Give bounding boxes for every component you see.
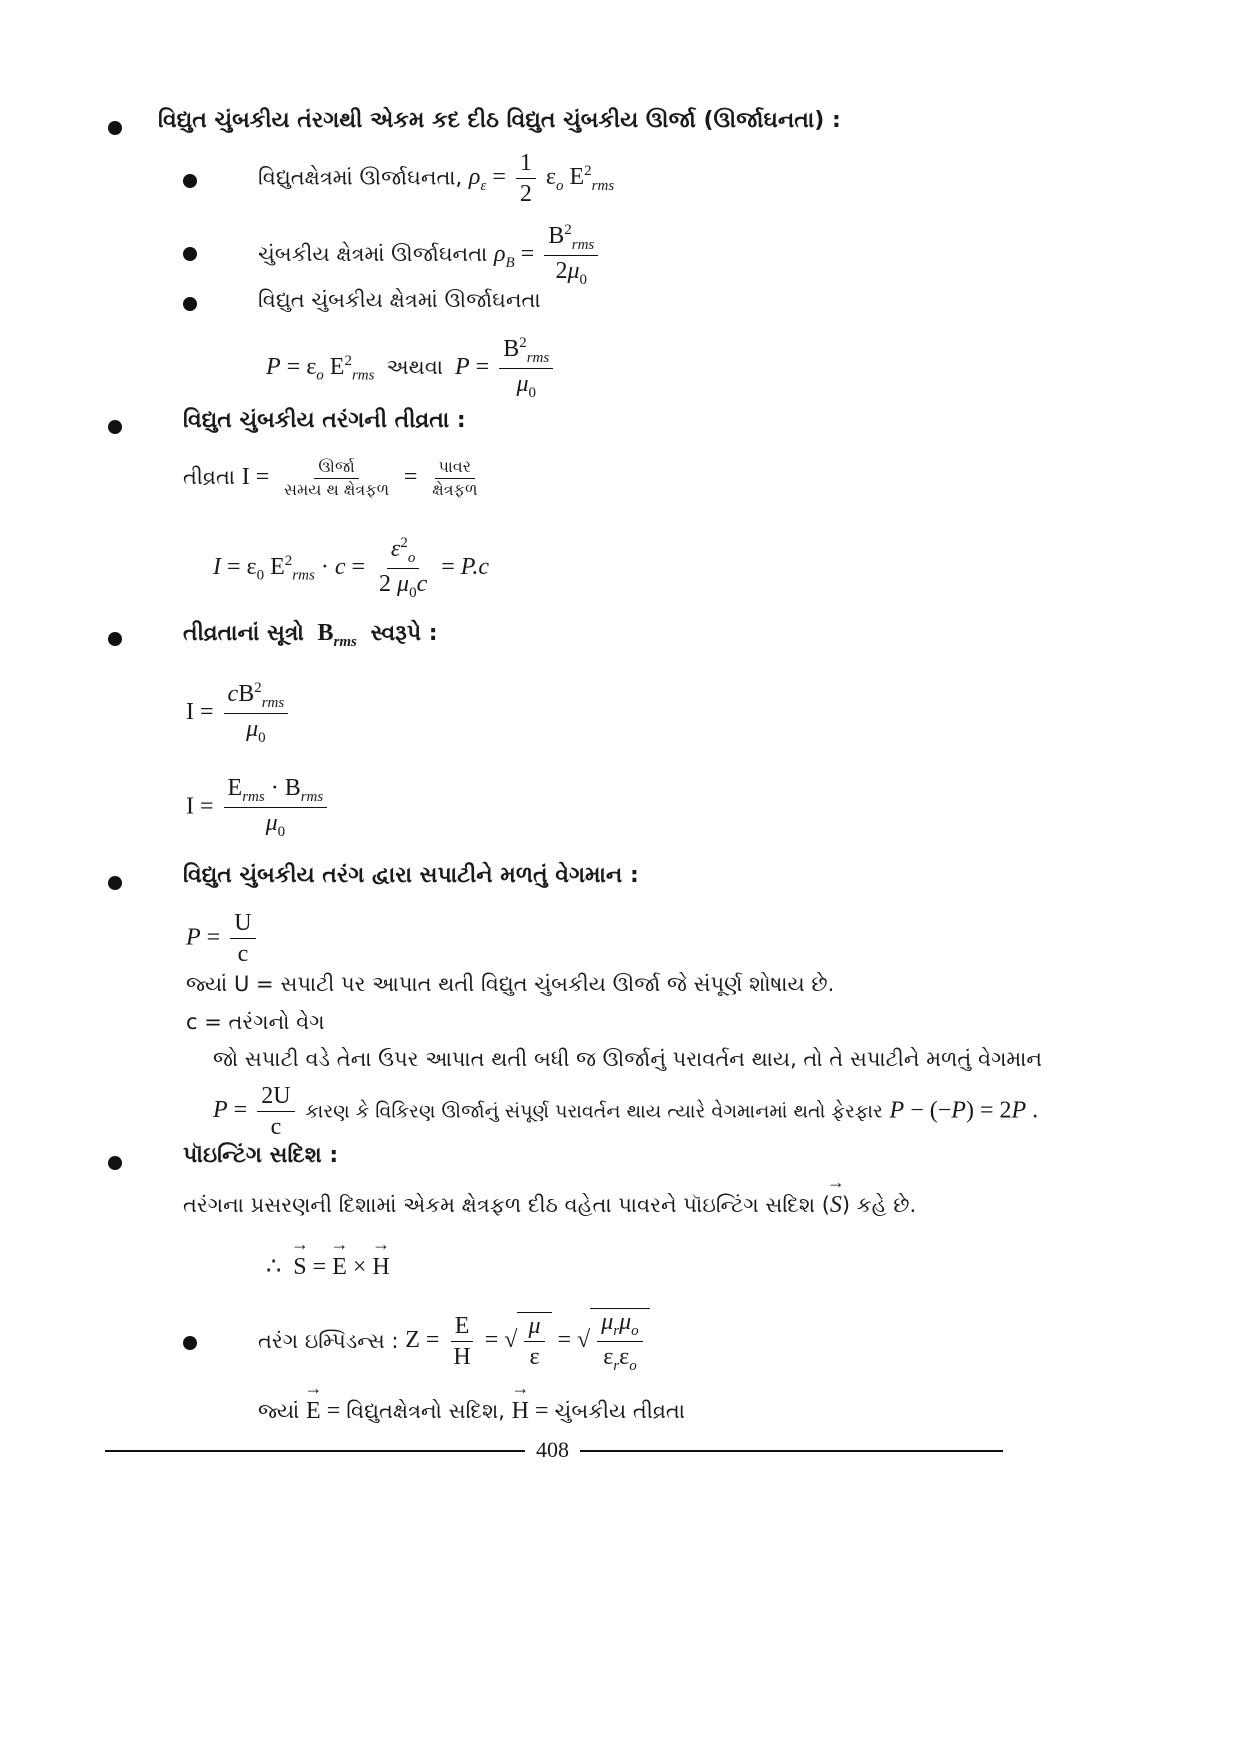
reflection-text: જો સપાટી વડે તેના ઉપર આપાત થતી બધી જ ઊર્જાનું પરાવર્તન થાય, તો તે સપાટીને મળતું વેગમાન	[213, 1047, 1043, 1071]
formula-change: P − (−P) = 2P .	[889, 1097, 1039, 1124]
formula-em-energy: $P = \varepsilon_o$ $E^2_{rms}$ અથવા P = $\frac{B^2_{rms}}{\mu_0}$	[266, 335, 557, 402]
bullet	[183, 247, 197, 261]
bullet	[108, 876, 122, 890]
area-word: ક્ષેત્રફળ	[432, 479, 478, 499]
bullet	[108, 1156, 122, 1170]
magnetic-energy-density-row	[258, 222, 602, 289]
bullet	[108, 121, 122, 135]
bullet	[183, 174, 197, 188]
formula-intensity: $I = \varepsilon_0$ $E^2_{rms} \cdot c$ = $\frac{\varepsilon^2_o}{2 \mu_0c}$ = P.c	[213, 535, 489, 602]
time-area-word: સમય થ ક્ષેત્રફળ	[284, 479, 390, 499]
impedance-row	[258, 1308, 650, 1375]
heading-energy-density: વિદ્યુત ચુંબકીય તંરગથી એકમ કદ દીઠ વિદ્યુત ચુંબકીય ઊર્જા (ઊર્જાઘનતા) :	[158, 108, 841, 133]
intensity-definition: તીવ્રતા I = $\frac{\text{ઊર્જા}}{\text{સમય થ ક્ષેત્રફળ}}$ = $\frac{\text{પાવર}}{\text{ક્ષેત્રફળ}}$	[183, 458, 485, 498]
electric-energy-label: વિદ્યુતક્ષેત્રમાં ઊર્જાઘનતા,	[258, 165, 463, 190]
reflection-formula-row	[213, 1083, 1038, 1141]
or-word: અથવા	[386, 354, 443, 379]
formula-2u-c: P = $\frac{2U}{c}$	[213, 1097, 299, 1123]
where-u-text: જ્યાં U = સપાટી પર આપાત થતી વિદ્યુત ચુંબકીય ઊર્જા જે સંપૂર્ણ શોષાય છે.	[186, 972, 835, 996]
formula-intensity-b: I = $\frac{cB^2_{rms}}{\mu_0}$	[186, 680, 292, 747]
em-energy-label: વિદ્યુત ચુંબકીય ક્ષેત્રમાં ઊર્જાઘનતા	[258, 288, 541, 312]
footer-rule-right	[580, 1450, 1003, 1452]
c-definition: c = તરંગનો વેગ	[186, 1010, 325, 1034]
formula-impedance: Z = $\frac{E}{H}$ = √ $\frac{\mu}{\varepsilon}$ = √ $\frac{\mu_r\mu_o}{\varepsilon_r\varepsilon_o}$	[405, 1327, 649, 1353]
vector-s: → S	[830, 1192, 842, 1219]
intensity-label: તીવ્રતા	[183, 465, 236, 490]
bullet	[108, 632, 122, 646]
bullet	[183, 1336, 197, 1350]
heading-intensity: વિદ્યુત ચુંબકીય તરંગની તીવ્રતા :	[183, 408, 466, 433]
bullet	[183, 297, 197, 311]
vector-e: → E	[306, 1398, 321, 1425]
magnetic-energy-label: ચુંબકીય ક્ષેત્રમાં ઊર્જાઘનતા	[258, 241, 488, 266]
e-definition: વિદ્યુતક્ષેત્રનો સદિશ,	[346, 1399, 505, 1423]
bullet	[108, 420, 122, 434]
energy-word: ઊર્જા	[314, 458, 358, 479]
page-number: 408	[536, 1437, 569, 1462]
formula-rho-b: $\rho_B$ = $\frac{B^2_{rms}}{2\mu_0}$	[494, 241, 602, 267]
electric-energy-density-row	[258, 150, 614, 208]
footer-rule-left	[105, 1450, 525, 1452]
h-definition: ચુંબકીય તીવ્રતા	[554, 1399, 685, 1423]
where-word: જ્યાં	[258, 1399, 300, 1423]
fraction-power-per-area	[428, 458, 481, 498]
fraction-energy-per-time-area	[280, 458, 393, 498]
heading-momentum: વિદ્યુત ચુંબકીય તરંગ દ્વારા સપાટીને મળતું વેગમાન :	[183, 863, 639, 888]
formula-momentum: P = $\frac{U}{c}$	[186, 910, 260, 968]
reason-text: કારણ કે વિકિરણ ઊર્જાનું સંપૂર્ણ પરાવર્તન થાય ત્યારે વેગમાનમાં થતો ફેરફાર	[305, 1100, 883, 1123]
poynting-definition: તરંગના પ્રસરણની દિશામાં એકમ ક્ષેત્રફળ દીઠ વહેતા પાવરને પૉઇન્ટિંગ સદિશ (→ S) કહે છે.	[183, 1192, 916, 1219]
where-e-h-row: જ્યાં → E = વિદ્યુતક્ષેત્રનો સદિશ, → H = ચુંબકીય તીવ્રતા	[258, 1398, 685, 1425]
vector-h: → H	[512, 1398, 529, 1425]
formula-intensity-eb: I = $\frac{E_{rms} \cdot B_{rms}}{\mu_0}$	[186, 775, 331, 841]
formula-rho-e: $\rho_\varepsilon$ = $\frac{1}{2}$ $\varepsilon_o$ $E^2_{rms}$	[468, 150, 615, 208]
formula-poynting: ∴ → S = → E × → H	[266, 1252, 390, 1281]
impedance-label: તરંગ ઇમ્પિડન્સ :	[258, 1328, 399, 1353]
heading-poynting: પૉઇન્ટિંગ સદિશ :	[183, 1143, 339, 1168]
heading-intensity-brms: તીવ્રતાનાં સૂત્રો $B_{rms}$ સ્વરૂપે :	[183, 620, 438, 650]
power-word: પાવર	[435, 458, 476, 479]
